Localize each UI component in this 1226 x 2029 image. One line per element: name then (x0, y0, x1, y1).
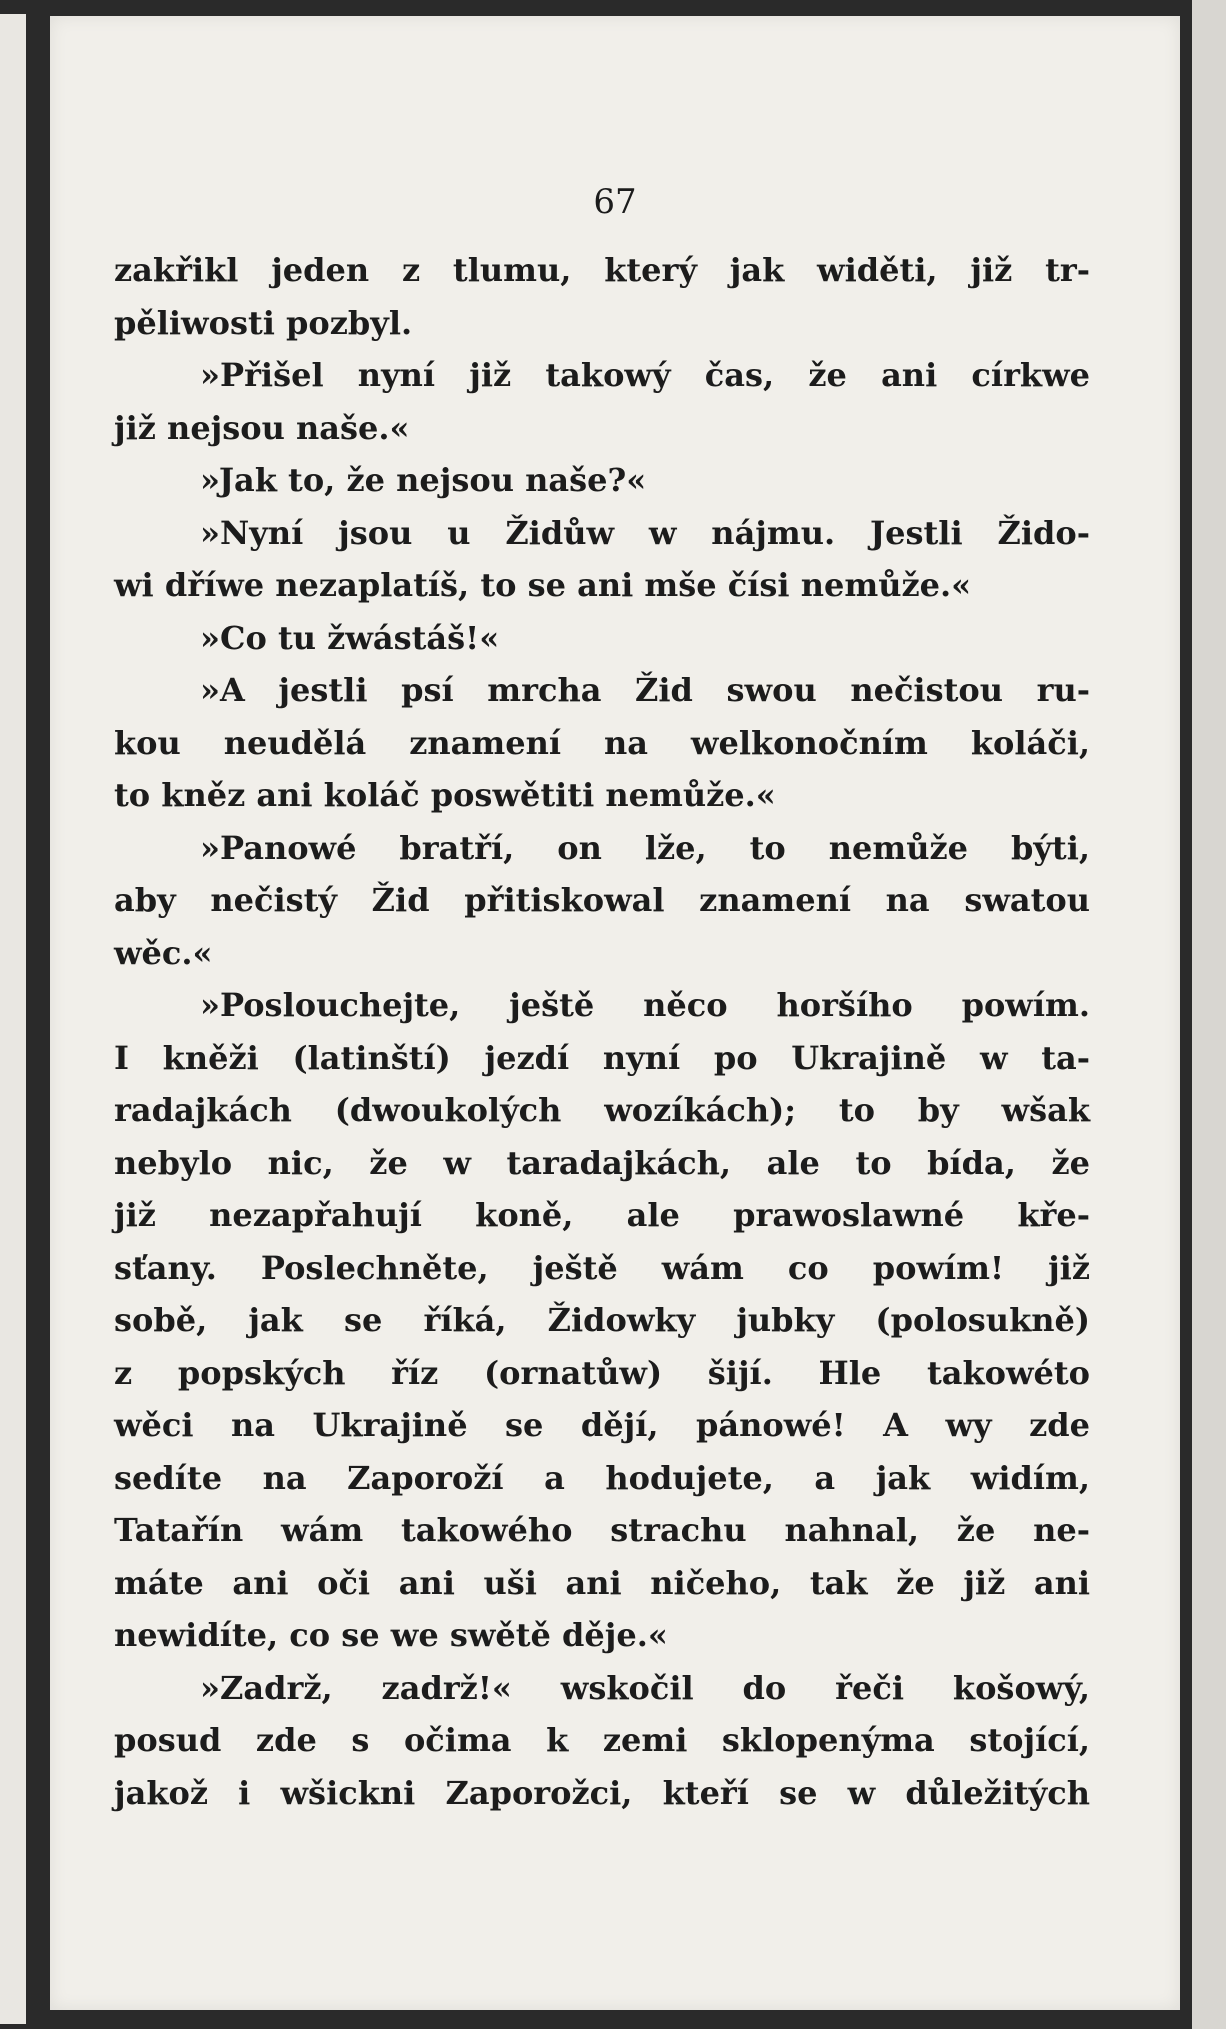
text-line: kou neudělá znamení na welkonočním koláči, (114, 723, 1090, 762)
text-line: wi dříwe nezaplatíš, to se ani mše čísi nemůže.« (114, 566, 972, 604)
text-line: »Zadrž, zadrž!« wskočil do řeči košowý, (200, 1668, 1090, 1707)
text-line: »Přišel nyní již takowý čas, že ani církwe (200, 356, 1090, 394)
text-line: »Co tu žwástáš!« (200, 618, 500, 657)
book-page (50, 16, 1180, 2010)
text-line: z popských říz (ornatůw) šijí. Hle takowéto (114, 1353, 1090, 1392)
text-line: Tatařín wám takowého strachu nahnal, že ne- (114, 1511, 1090, 1549)
text-line: zakřikl jeden z tlumu, který jak widěti, již tr- (114, 251, 1090, 289)
text-line: »Panowé bratří, on lže, to nemůže býti, (200, 828, 1090, 867)
text-line: »Poslouchejte, ještě něco horšího powím. (200, 986, 1090, 1024)
text-line: »Nyní jsou u Židůw w nájmu. Jestli Žido- (200, 513, 1090, 552)
text-line: newidíte, co se we swětě děje.« (114, 1616, 668, 1654)
text-line: posud zde s očima k zemi sklopenýma stojící, (114, 1721, 1090, 1759)
text-line: »Jak to, že nejsou naše?« (200, 461, 647, 499)
right-page-edge (1192, 0, 1226, 2029)
text-line: radajkách (dwoukolých wozíkách); to by wšak (114, 1091, 1090, 1129)
page-number: 67 (593, 182, 637, 222)
text-line: již nejsou naše.« (114, 408, 410, 447)
text-line: sobě, jak se říká, Židowky jubky (polosukně) (114, 1301, 1090, 1339)
text-line: sedíte na Zaporoží a hodujete, a jak widím, (114, 1458, 1090, 1497)
text-line: jakož i wšickni Zaporožci, kteří se w důležitých (114, 1773, 1090, 1812)
text-line: I kněži (latinští) jezdí nyní po Ukrajině w ta- (114, 1038, 1090, 1077)
text-line: sťany. Poslechněte, ještě wám co powím! již (114, 1248, 1090, 1287)
text-line: již nezapřahují koně, ale prawoslawné kře- (114, 1196, 1090, 1234)
text-line: wěci na Ukrajině se dějí, pánowé! A wy zde (114, 1406, 1090, 1444)
text-line: máte ani oči ani uši ani ničeho, tak že již ani (114, 1563, 1090, 1602)
text-line: pěliwosti pozbyl. (114, 303, 413, 342)
text-line: aby nečistý Žid přitiskowal znamení na swatou (114, 881, 1090, 919)
text-line: wěc.« (114, 933, 213, 972)
body-text (114, 244, 1090, 1819)
text-line: to kněz ani koláč poswětiti nemůže.« (114, 776, 776, 814)
text-line: »A jestli psí mrcha Žid swou nečistou ru- (200, 671, 1090, 709)
left-page-edge (0, 14, 26, 2024)
text-line: nebylo nic, že w taradajkách, ale to bída, že (114, 1143, 1090, 1182)
